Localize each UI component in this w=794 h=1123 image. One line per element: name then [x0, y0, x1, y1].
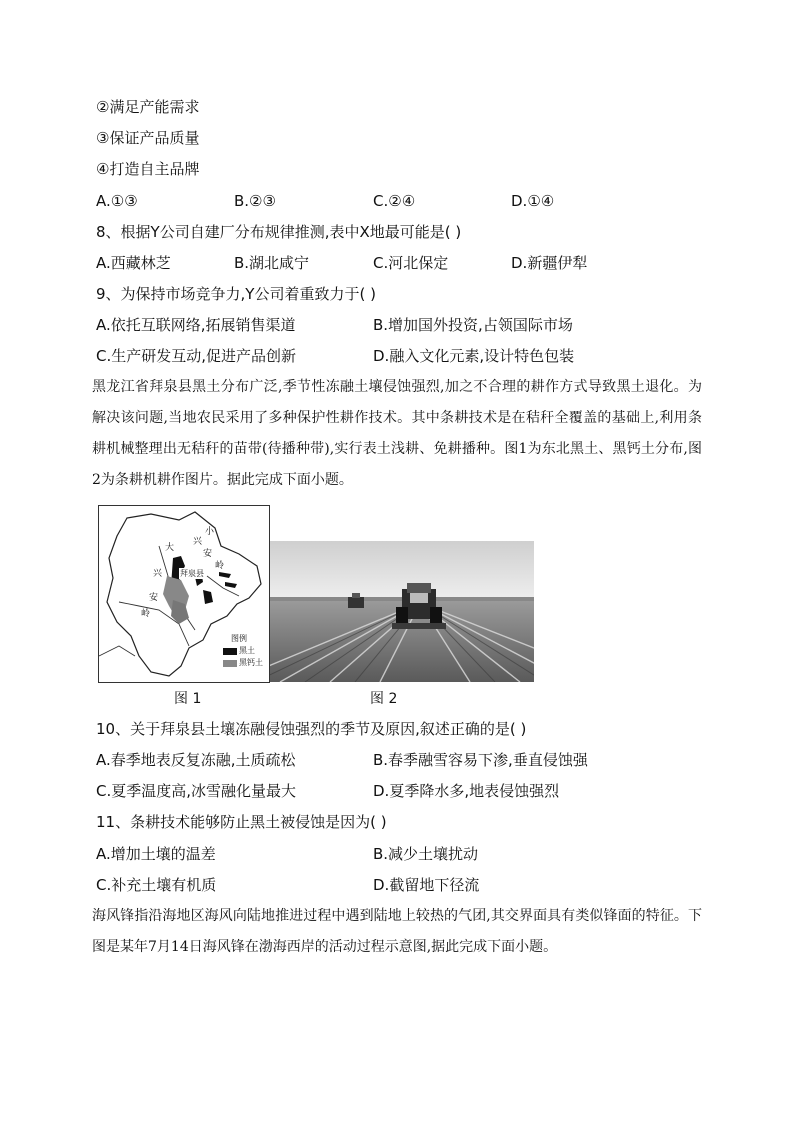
- legend-label-chernozem: 黑钙土: [239, 658, 263, 667]
- figure-1-caption: 图 1: [174, 691, 202, 707]
- distant-tractor: [348, 597, 364, 608]
- q10-option-c: C.夏季温度高,冰雪融化量最大: [96, 782, 297, 800]
- legend-item-black-soil: [223, 646, 263, 656]
- q10-option-b: B.春季融雪容易下渗,垂直侵蚀强: [373, 751, 588, 769]
- q8-option-c: C.河北保定: [373, 254, 449, 272]
- legend-label-black-soil: 黑土: [239, 646, 255, 655]
- q10-option-a: A.春季地表反复冻融,土质疏松: [96, 751, 296, 769]
- figure-2-caption: 图 2: [370, 691, 398, 707]
- map-label-ling-2: 岭: [141, 609, 151, 619]
- passage-sea-breeze-front: 海风锋指沿海地区海风向陆地推进过程中遇到陆地上较热的气团,其交界面具有类似锋面的特征。下图是某年7月14日海风锋在渤海西岸的活动过程示意图,据此完成下面小题。: [92, 908, 702, 955]
- q11-option-a: A.增加土壤的温差: [96, 845, 216, 863]
- q9-option-d: D.融入文化元素,设计特色包装: [373, 347, 575, 365]
- q7-option-b: B.②③: [234, 192, 276, 210]
- q8-option-a: A.西藏林芝: [96, 254, 171, 272]
- legend-swatch-gray: [223, 660, 237, 667]
- tractor-field-image: [270, 541, 534, 682]
- map-legend: [223, 634, 263, 668]
- q11-option-d: D.截留地下径流: [373, 876, 480, 894]
- q7-option-c: C.②④: [373, 192, 416, 210]
- q7-option-a: A.①③: [96, 192, 138, 210]
- q10-option-d: D.夏季降水多,地表侵蚀强烈: [373, 782, 560, 800]
- q9-stem: 9、为保持市场竞争力,Y公司着重致力于( ): [96, 285, 376, 303]
- q11-option-b: B.减少土壤扰动: [373, 845, 479, 863]
- q9-option-c: C.生产研发互动,促进产品创新: [96, 347, 297, 365]
- map-label-da: 大: [165, 543, 175, 553]
- q7-item-4: ④打造自主品牌: [96, 160, 200, 178]
- q8-stem: 8、根据Y公司自建厂分布规律推测,表中X地最可能是( ): [96, 223, 462, 241]
- q7-item-2: ②满足产能需求: [96, 98, 200, 116]
- q9-option-b: B.增加国外投资,占领国际市场: [373, 316, 573, 334]
- q9-option-a: A.依托互联网络,拓展销售渠道: [96, 316, 296, 334]
- legend-title: 图例: [231, 634, 247, 643]
- map-label-xing-1: 兴: [193, 537, 203, 547]
- map-label-xiao: 小: [205, 527, 215, 537]
- q11-stem: 11、条耕技术能够防止黑土被侵蚀是因为( ): [96, 813, 387, 831]
- legend-item-chernozem: [223, 658, 263, 668]
- map-label-an-2: 安: [149, 593, 159, 603]
- q8-option-b: B.湖北咸宁: [234, 254, 310, 272]
- figure-1-map: [98, 505, 270, 683]
- q7-option-d: D.①④: [511, 192, 555, 210]
- q11-option-c: C.补充土壤有机质: [96, 876, 217, 894]
- map-label-ling-1: 岭: [215, 561, 225, 571]
- map-label-xing-2: 兴: [153, 569, 163, 579]
- q10-stem: 10、关于拜泉县土壤冻融侵蚀强烈的季节及原因,叙述正确的是( ): [96, 720, 527, 738]
- q7-item-3: ③保证产品质量: [96, 129, 200, 147]
- legend-swatch-black: [223, 648, 237, 655]
- map-label-an-1: 安: [203, 549, 213, 559]
- q8-option-d: D.新疆伊犁: [511, 254, 588, 272]
- map-label-baiquan: 拜泉县: [180, 569, 204, 578]
- figure-2-photo: [270, 541, 534, 682]
- passage-black-soil: 黑龙江省拜泉县黑土分布广泛,季节性冻融土壤侵蚀强烈,加之不合理的耕作方式导致黑土退化。为解决该问题,当地农民采用了多种保护性耕作技术。其中条耕技术是在秸秆全覆盖的基础上,利用条耕机械整理出无秸秆的苗带(待播种带),实行表土浅耕、免耕播种。图1为东北黑土、黑钙土分布,图2为条耕机耕作图片。据此完成下面小题。: [92, 379, 702, 488]
